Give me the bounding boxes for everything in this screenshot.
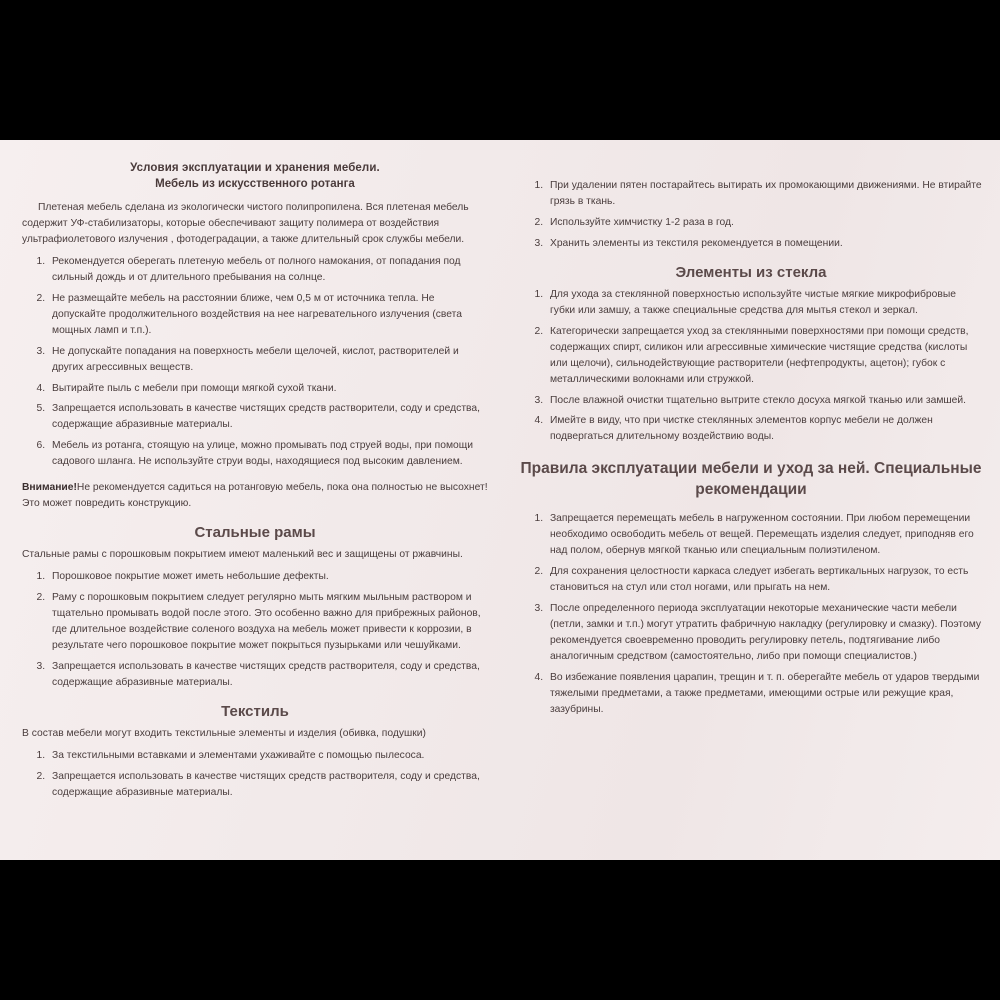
list-item: 1. Рекомендуется оберегать плетеную мебель от полного намокания, от попадания под сильный дождь и от длительного пребывания на солнце. [48,254,488,286]
list-item: 2. Запрещается использовать в качестве чистящих средств растворителя, соду и средства, содержащие абразивные материалы. [48,769,488,801]
left-column [18,154,488,850]
intro-paragraph: Плетеная мебель сделана из экологически чистого полипропилена. Вся плетеная мебель содержит УФ-стабилизаторы, которые обеспечивают защиту полимера от воздействия ультрафиолетового излучения , фотодеградации, а также длительный срок службы мебели. [22,202,469,245]
special-rules-list [520,511,982,717]
list-item: 4. Во избежание появления царапин, трещин и т. п. оберегайте мебель от ударов твердыми тяжелыми предметами, а также предметами, имеющими острые или режущие края, зазубрины. [546,670,982,718]
list-item: 1. Порошковое покрытие может иметь небольшие дефекты. [48,569,488,585]
document-page [0,140,1000,860]
page-title: Условия эксплуатации и хранения мебели. [130,162,380,174]
right-column [512,154,982,850]
list-item: 2. Категорически запрещается уход за стеклянными поверхностями при помощи средств, содержащих спирт, силикон или агрессивные химические чистящие средства (кислоты или щелочи), сильнодействующие растворители (нефтепродукты, ацетон); губок с металлическими волокнами или стружкой. [546,324,982,388]
list-item: 2. Используйте химчистку 1-2 раза в год. [546,215,982,231]
list-item: 3. Не допускайте попадания на поверхность мебели щелочей, кислот, растворителей и других агрессивных веществ. [48,344,488,376]
textile-intro: В состав мебели могут входить текстильные элементы и изделия (обивка, подушки) [22,727,426,739]
steel-frames-intro: Стальные рамы с порошковым покрытием имеют маленький вес и защищены от ржавчины. [22,549,463,561]
list-item: 3. После определенного периода эксплуатации некоторые механические части мебели (петли, замки и т.п.) могут утратить фабричную накладку (регулировку и смазку). Поэтому рекомендуется своевременно проводить регулировку петель, подтягивание либо аналогичным средством (самостоятельно, либо при помощи специалистов.) [546,601,982,665]
special-rules-heading: Правила эксплуатации мебели и уход за ней. Специальные рекомендации [520,460,982,499]
list-item: 4. Вытирайте пыль с мебели при помощи мягкой сухой ткани. [48,381,488,397]
list-item: 3. Запрещается использовать в качестве чистящих средств растворителя, соду и средства, содержащие абразивные материалы. [48,659,488,691]
steel-rules-list [22,569,488,691]
list-item: 2. Раму с порошковым покрытием следует регулярно мыть мягким мыльным раствором и тщательно промывать водой после этого. Это особенно важно для прибрежных районов, где длительное воздействие соленого воздуха на мебель может привести к коррозии, в результате чего порошковое покрытие может покрыться пузырьками или чешуйками. [48,590,488,654]
list-item: 3. Хранить элементы из текстиля рекомендуется в помещении. [546,236,982,252]
list-item: 1. Запрещается перемещать мебель в нагруженном состоянии. При любом перемещении необходимо освободить мебель от вещей. Перемещать изделия следует, приподняв его над полом, обернув мягкой тканью или специальным полиэтиленом. [546,511,982,559]
list-item: 3. После влажной очистки тщательно вытрите стекло досуха мягкой тканью или замшей. [546,393,982,409]
attention-note [22,480,488,512]
textile-rules-continued-list [520,178,982,252]
textile-heading: Текстиль [221,702,289,720]
list-item: 1. Для ухода за стеклянной поверхностью используйте чистые мягкие микрофибровые губки или замшу, а также специальные средства для мытья стекол и зеркал. [546,287,982,319]
list-item: 1. При удалении пятен постарайтесь вытирать их промокающими движениями. Не втирайте грязь в ткань. [546,178,982,210]
glass-rules-list [520,287,982,446]
rattan-rules-list [22,254,488,470]
attention-label: Внимание! [22,482,77,494]
textile-rules-list [22,748,488,801]
glass-elements-heading: Элементы из стекла [675,263,827,281]
list-item: 6. Мебель из ротанга, стоящую на улице, можно промывать под струей воды, при помощи садового шланга. Не используйте струи воды, находящиеся под высоким давлением. [48,438,488,470]
list-item: 4. Имейте в виду, что при чистке стеклянных элементов корпус мебели не должен подвергаться длительному воздействию воды. [546,413,982,445]
list-item: 2. Не размещайте мебель на расстоянии ближе, чем 0,5 м от источника тепла. Не допускайте продолжительного воздействия на нее нагревательного излучения (света мощных ламп и т.п.). [48,291,488,339]
two-column-layout [18,154,982,850]
list-item: 2. Для сохранения целостности каркаса следует избегать вертикальных нагрузок, то есть становиться на стул или стол ногами, или прыгать на нем. [546,564,982,596]
steel-frames-heading: Стальные рамы [194,524,316,542]
list-item: 5. Запрещается использовать в качестве чистящих средств растворители, соду и средства, содержащие абразивные материалы. [48,401,488,433]
attention-text: Не рекомендуется садиться на ротанговую мебель, пока она полностью не высохнет! Это может повредить конструкцию. [22,482,488,510]
list-item: 1. За текстильными вставками и элементами ухаживайте с помощью пылесоса. [48,748,488,764]
page-subtitle: Мебель из искусственного ротанга [155,178,355,190]
